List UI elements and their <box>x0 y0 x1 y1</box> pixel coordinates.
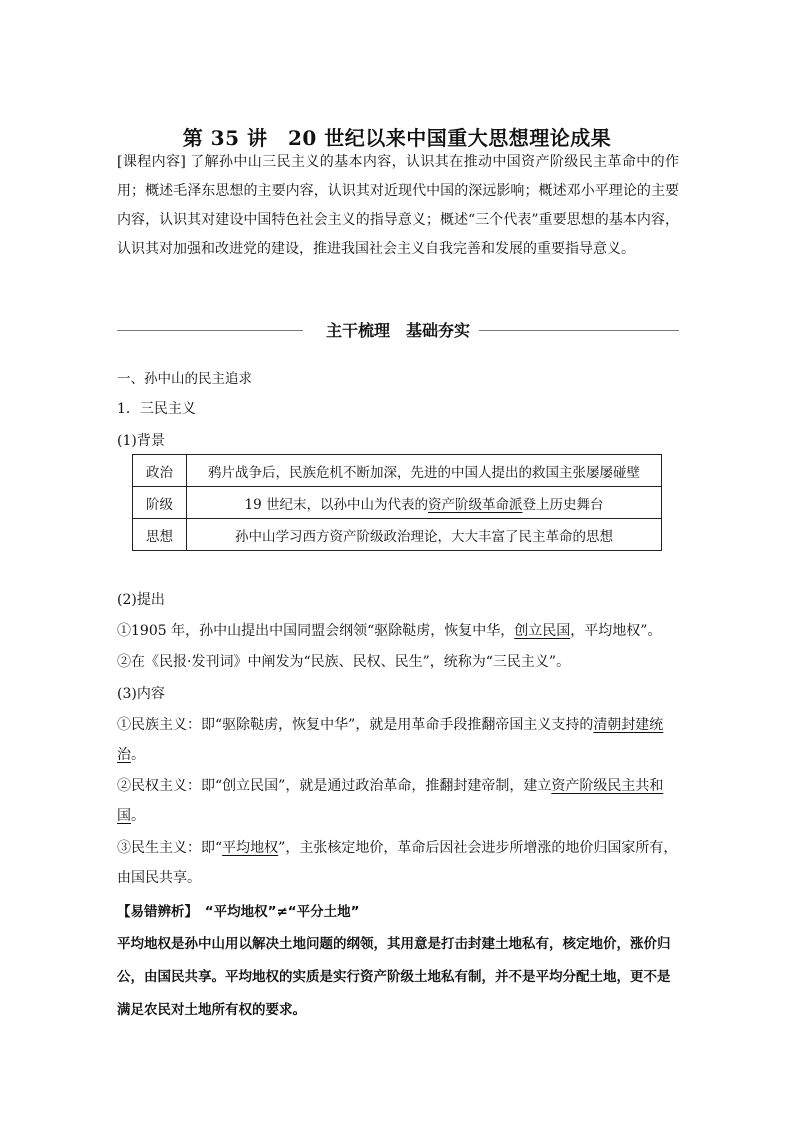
lesson-title: 第 35 讲 20 世纪以来中国重大思想理论成果 <box>182 126 612 150</box>
content-item-2: ②民权主义：即“创立民国”，就是通过政治革命，推翻封建帝制，建立资产阶级民主共和 <box>117 778 664 794</box>
table-value-cell: 孙中山学习西方资产阶级政治理论，大大丰富了民主革命的思想 <box>187 519 662 551</box>
underlined-term: 国 <box>117 808 131 824</box>
section-divider-right <box>479 330 679 331</box>
underlined-term: 资产阶级民主共和 <box>551 778 664 794</box>
section-heading-text: 主干梳理 基础夯实 <box>325 321 470 340</box>
table-row <box>133 519 662 551</box>
underlined-term: 资产阶级革命派 <box>427 496 523 513</box>
error-analysis-text: 平均地权是孙中山用以解决土地问题的纲领，其用意是打击封建土地私有，核定地价，涨价归公，由国民共享。平均地权的实质是实行资产阶级土地私有制，并不是平均分配土地，更不是满足农民对土地所有权的要求。 <box>117 936 671 1018</box>
table-key-cell: 政治 <box>133 455 187 487</box>
table-value-cell: 19 世纪末，以孙中山为代表的资产阶级革命派登上历史舞台 <box>187 487 662 519</box>
heading-level1: 一、孙中山的民主追求 <box>117 371 252 387</box>
table-row <box>133 487 662 519</box>
underlined-term: 创立民国 <box>514 623 571 639</box>
background-table <box>132 454 662 551</box>
content-label: (3)内容 <box>117 686 165 702</box>
underlined-term: 清朝封建统 <box>593 717 664 733</box>
proposal-item-1: ①1905 年，孙中山提出中国同盟会纲领“驱除鞑虏，恢复中华，创立民国，平均地权”。 <box>117 623 662 639</box>
content-item-1-cont: 治。 <box>117 747 145 763</box>
error-analysis-title: 【易错辨析】 “平均地权”≠“平分土地” <box>117 904 360 920</box>
content-item-2-cont: 国。 <box>117 808 145 824</box>
table-row <box>133 455 662 487</box>
course-content-text: 了解孙中山三民主义的基本内容，认识其在推动中国资产阶级民主革命中的作用；概述毛泽东思想的主要内容，认识其对近现代中国的深远影响；概述邓小平理论的主要内容，认识其对建设中国特色社会主义的指导意义；概述“三个代表”重要思想的基本内容，认识其对加强和改进党的建设，推进我国社会主义自我完善和发展的重要指导意义。 <box>117 154 679 257</box>
table-value-cell: 鸦片战争后，民族危机不断加深，先进的中国人提出的救国主张屡屡碰壁 <box>187 455 662 487</box>
table-key-cell: 阶级 <box>133 487 187 519</box>
course-content-paragraph <box>117 148 679 264</box>
underlined-term: 治 <box>117 747 131 763</box>
content-item-3: ③民生主义：即“平均地权”，主张核定地价，革命后因社会进步所增涨的地价归国家所有， <box>117 840 678 856</box>
content-item-3-cont: 由国民共享。 <box>117 870 201 886</box>
underlined-term: 平均地权 <box>222 840 279 856</box>
section-heading <box>117 318 679 342</box>
proposal-item-2: ②在《民报·发刊词》中阐发为“民族、民权、民生”，统称为“三民主义”。 <box>117 654 571 670</box>
table-key-cell: 思想 <box>133 519 187 551</box>
course-content-tag: [课程内容] <box>117 154 186 170</box>
heading-level2: 1．三民主义 <box>117 401 196 417</box>
background-label: (1)背景 <box>117 433 165 449</box>
proposal-label: (2)提出 <box>117 592 165 608</box>
content-item-1: ①民族主义：即“驱除鞑虏，恢复中华”，就是用革命手段推翻帝国主义支持的清朝封建统 <box>117 717 664 733</box>
